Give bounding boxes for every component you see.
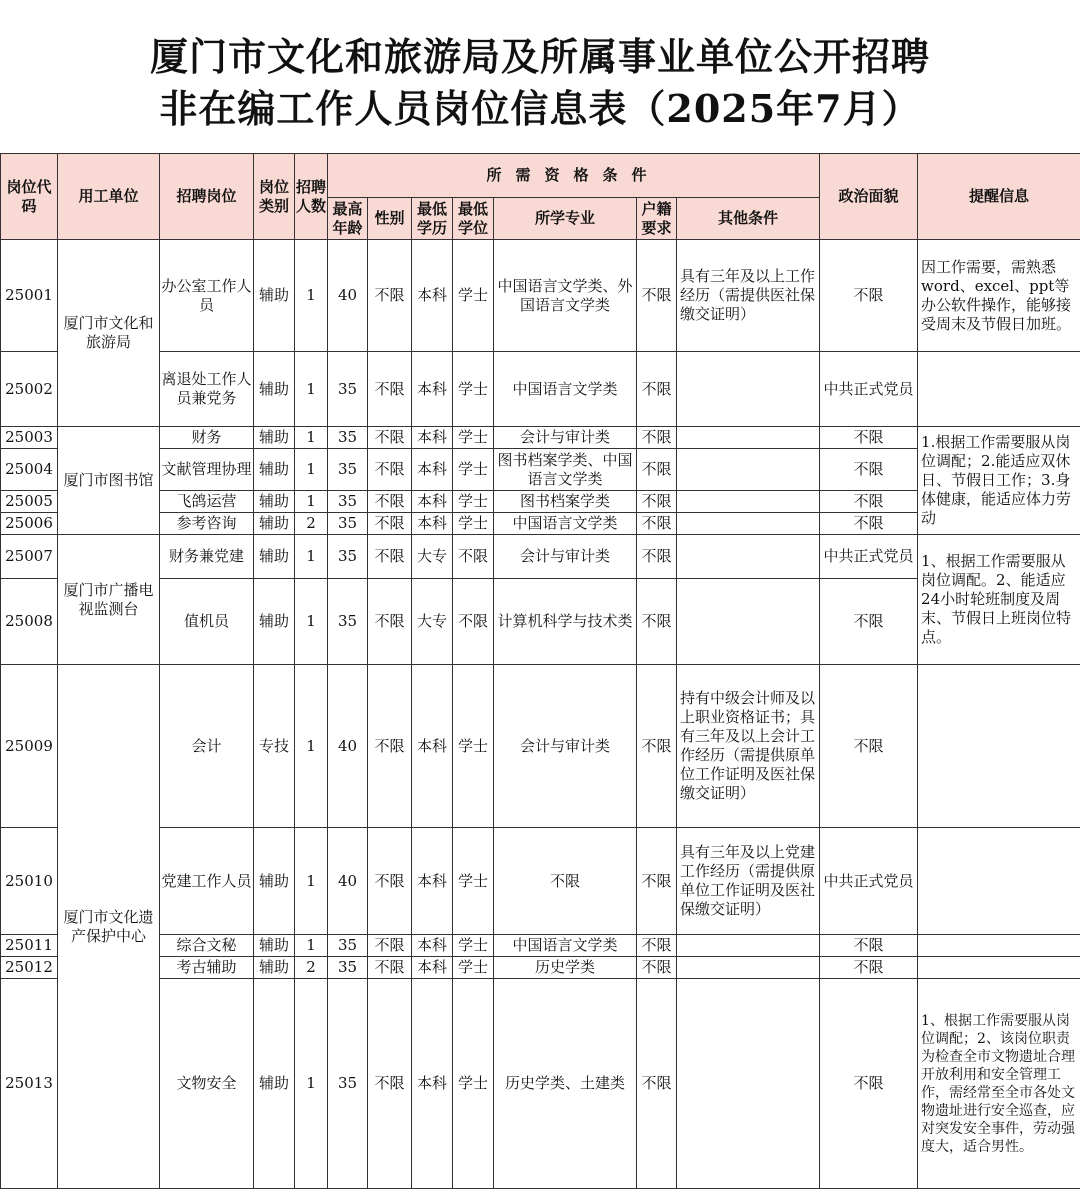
- cell-gender: 不限: [368, 535, 412, 579]
- cell-count: 1: [295, 979, 328, 1189]
- cell-political: 不限: [820, 935, 918, 957]
- cell-hukou: 不限: [637, 579, 677, 665]
- table-row: [1, 957, 1080, 979]
- cell-category: 辅助: [254, 935, 295, 957]
- cell-degree: 学士: [453, 513, 494, 535]
- cell-code: 25011: [1, 935, 58, 957]
- cell-category: 辅助: [254, 979, 295, 1189]
- table-row: [1, 352, 1080, 427]
- cell-hukou: 不限: [637, 665, 677, 828]
- cell-code: 25004: [1, 449, 58, 491]
- cell-edu: 大专: [412, 535, 453, 579]
- cell-other: [677, 957, 820, 979]
- cell-degree: 学士: [453, 665, 494, 828]
- cell-hukou: 不限: [637, 828, 677, 935]
- cell-political: 不限: [820, 491, 918, 513]
- cell-political: 不限: [820, 513, 918, 535]
- cell-edu: 本科: [412, 665, 453, 828]
- page-title-line2: 非在编工作人员岗位信息表（2025年7月）: [159, 86, 921, 131]
- cell-hukou: 不限: [637, 535, 677, 579]
- cell-major: 历史学类、土建类: [494, 979, 637, 1189]
- cell-category: 辅助: [254, 535, 295, 579]
- cell-hukou: 不限: [637, 513, 677, 535]
- cell-major: 中国语言文学类: [494, 935, 637, 957]
- cell-count: 2: [295, 513, 328, 535]
- cell-major: 图书档案学类、中国语言文学类: [494, 449, 637, 491]
- cell-age: 35: [328, 427, 368, 449]
- table-row: [1, 665, 1080, 828]
- cell-category: 辅助: [254, 449, 295, 491]
- cell-reminder: [918, 352, 1080, 427]
- cell-political: 不限: [820, 979, 918, 1189]
- cell-position: 财务: [160, 427, 254, 449]
- cell-other: [677, 979, 820, 1189]
- cell-count: 1: [295, 427, 328, 449]
- cell-unit: 厦门市图书馆: [58, 427, 160, 535]
- title-area: [0, 0, 1080, 153]
- cell-count: 1: [295, 449, 328, 491]
- cell-reminder: [918, 935, 1080, 957]
- cell-reminder-library: 1.根据工作需要服从岗位调配；2.能适应双休日、节假日工作；3.身体健康，能适应体力劳动: [918, 427, 1080, 535]
- cell-position: 办公室工作人员: [160, 240, 254, 352]
- header-position: 招聘岗位: [160, 154, 254, 240]
- cell-degree: 不限: [453, 535, 494, 579]
- cell-gender: 不限: [368, 935, 412, 957]
- cell-count: 1: [295, 665, 328, 828]
- cell-position: 飞鸽运营: [160, 491, 254, 513]
- header-unit: 用工单位: [58, 154, 160, 240]
- cell-political: 中共正式党员: [820, 352, 918, 427]
- header-political: 政治面貌: [820, 154, 918, 240]
- cell-age: 35: [328, 449, 368, 491]
- cell-position: 文献管理协理: [160, 449, 254, 491]
- cell-political: 中共正式党员: [820, 535, 918, 579]
- cell-position: 文物安全: [160, 979, 254, 1189]
- cell-code: 25001: [1, 240, 58, 352]
- cell-code: 25012: [1, 957, 58, 979]
- cell-major: 会计与审计类: [494, 665, 637, 828]
- cell-unit: 厦门市文化和旅游局: [58, 240, 160, 427]
- table-row: [1, 240, 1080, 352]
- header-gender: 性别: [368, 198, 412, 240]
- cell-reminder: 1、根据工作需要服从岗位调配；2、该岗位职责为检查全市文物遗址合理开放利用和安全管理工作，需经常至全市各处文物遗址进行安全巡查，应对突发安全事件，劳动强度大，适合男性。: [918, 979, 1080, 1189]
- header-row-1: [1, 154, 1080, 198]
- cell-gender: 不限: [368, 449, 412, 491]
- cell-code: 25009: [1, 665, 58, 828]
- cell-hukou: 不限: [637, 352, 677, 427]
- cell-other: [677, 579, 820, 665]
- header-max-age: 最高年龄: [328, 198, 368, 240]
- cell-degree: 学士: [453, 240, 494, 352]
- cell-political: 不限: [820, 449, 918, 491]
- cell-code: 25005: [1, 491, 58, 513]
- cell-category: 辅助: [254, 352, 295, 427]
- cell-category: 辅助: [254, 513, 295, 535]
- cell-age: 35: [328, 935, 368, 957]
- table-row: [1, 828, 1080, 935]
- cell-category: 辅助: [254, 427, 295, 449]
- header-min-edu: 最低学历: [412, 198, 453, 240]
- cell-degree: 学士: [453, 979, 494, 1189]
- cell-code: 25003: [1, 427, 58, 449]
- cell-edu: 本科: [412, 449, 453, 491]
- cell-position: 参考咨询: [160, 513, 254, 535]
- cell-other: [677, 935, 820, 957]
- cell-other: 具有三年及以上党建工作经历（需提供原单位工作证明及医社保缴交证明）: [677, 828, 820, 935]
- cell-other: [677, 352, 820, 427]
- cell-major: 历史学类: [494, 957, 637, 979]
- cell-major: 中国语言文学类: [494, 513, 637, 535]
- cell-gender: 不限: [368, 665, 412, 828]
- cell-unit: 厦门市广播电视监测台: [58, 535, 160, 665]
- cell-count: 1: [295, 935, 328, 957]
- cell-reminder: [918, 665, 1080, 828]
- cell-reminder: [918, 957, 1080, 979]
- cell-position: 会计: [160, 665, 254, 828]
- cell-position: 综合文秘: [160, 935, 254, 957]
- cell-political: 不限: [820, 427, 918, 449]
- cell-edu: 本科: [412, 513, 453, 535]
- cell-hukou: 不限: [637, 240, 677, 352]
- cell-gender: 不限: [368, 352, 412, 427]
- cell-edu: 本科: [412, 979, 453, 1189]
- cell-hukou: 不限: [637, 427, 677, 449]
- page-title-line1: 厦门市文化和旅游局及所属事业单位公开招聘: [149, 34, 930, 79]
- cell-count: 1: [295, 352, 328, 427]
- cell-count: 1: [295, 828, 328, 935]
- table-row: [1, 979, 1080, 1189]
- cell-code: 25008: [1, 579, 58, 665]
- cell-position: 财务兼党建: [160, 535, 254, 579]
- cell-edu: 本科: [412, 240, 453, 352]
- cell-edu: 本科: [412, 935, 453, 957]
- cell-hukou: 不限: [637, 491, 677, 513]
- header-qualifications: 所需资格条件: [328, 154, 820, 198]
- cell-hukou: 不限: [637, 957, 677, 979]
- cell-category: 辅助: [254, 240, 295, 352]
- cell-edu: 本科: [412, 828, 453, 935]
- cell-other: [677, 491, 820, 513]
- cell-gender: 不限: [368, 491, 412, 513]
- cell-hukou: 不限: [637, 449, 677, 491]
- cell-category: 辅助: [254, 957, 295, 979]
- cell-edu: 本科: [412, 491, 453, 513]
- table-row: [1, 535, 1080, 579]
- cell-age: 35: [328, 513, 368, 535]
- cell-gender: 不限: [368, 579, 412, 665]
- positions-table: [0, 153, 1080, 1189]
- cell-other: [677, 535, 820, 579]
- cell-gender: 不限: [368, 979, 412, 1189]
- cell-edu: 本科: [412, 427, 453, 449]
- cell-reminder-broadcast: 1、根据工作需要服从岗位调配。2、能适应24小时轮班制度及周末、节假日上班岗位特点。: [918, 535, 1080, 665]
- cell-age: 35: [328, 979, 368, 1189]
- cell-major: 会计与审计类: [494, 535, 637, 579]
- cell-other: [677, 449, 820, 491]
- header-other: 其他条件: [677, 198, 820, 240]
- cell-political: 不限: [820, 579, 918, 665]
- cell-gender: 不限: [368, 957, 412, 979]
- cell-major: 中国语言文学类: [494, 352, 637, 427]
- cell-count: 2: [295, 957, 328, 979]
- cell-category: 专技: [254, 665, 295, 828]
- cell-political: 不限: [820, 957, 918, 979]
- header-count: 招聘人数: [295, 154, 328, 240]
- cell-code: 25010: [1, 828, 58, 935]
- cell-degree: 学士: [453, 957, 494, 979]
- cell-edu: 本科: [412, 352, 453, 427]
- cell-count: 1: [295, 240, 328, 352]
- cell-degree: 学士: [453, 491, 494, 513]
- cell-political: 不限: [820, 240, 918, 352]
- header-min-degree: 最低学位: [453, 198, 494, 240]
- cell-major: 会计与审计类: [494, 427, 637, 449]
- cell-category: 辅助: [254, 828, 295, 935]
- cell-degree: 学士: [453, 427, 494, 449]
- cell-unit: 厦门市文化遗产保护中心: [58, 665, 160, 1189]
- cell-gender: 不限: [368, 427, 412, 449]
- cell-code: 25006: [1, 513, 58, 535]
- cell-political: 中共正式党员: [820, 828, 918, 935]
- cell-hukou: 不限: [637, 979, 677, 1189]
- cell-category: 辅助: [254, 579, 295, 665]
- cell-position: 党建工作人员: [160, 828, 254, 935]
- cell-age: 40: [328, 240, 368, 352]
- cell-other: 具有三年及以上工作经历（需提供医社保缴交证明）: [677, 240, 820, 352]
- header-hukou: 户籍要求: [637, 198, 677, 240]
- cell-age: 40: [328, 828, 368, 935]
- cell-major: 中国语言文学类、外国语言文学类: [494, 240, 637, 352]
- cell-reminder: [918, 828, 1080, 935]
- header-code: 岗位代码: [1, 154, 58, 240]
- cell-other: [677, 427, 820, 449]
- cell-gender: 不限: [368, 828, 412, 935]
- cell-age: 35: [328, 957, 368, 979]
- header-category: 岗位类别: [254, 154, 295, 240]
- cell-degree: 不限: [453, 579, 494, 665]
- cell-reminder: 因工作需要，需熟悉word、excel、ppt等办公软件操作，能够接受周末及节假日加班。: [918, 240, 1080, 352]
- header-reminder: 提醒信息: [918, 154, 1080, 240]
- cell-other: [677, 513, 820, 535]
- cell-hukou: 不限: [637, 935, 677, 957]
- cell-major: 图书档案学类: [494, 491, 637, 513]
- cell-count: 1: [295, 491, 328, 513]
- header-major: 所学专业: [494, 198, 637, 240]
- cell-degree: 学士: [453, 828, 494, 935]
- cell-age: 35: [328, 352, 368, 427]
- cell-age: 35: [328, 491, 368, 513]
- cell-political: 不限: [820, 665, 918, 828]
- cell-degree: 学士: [453, 352, 494, 427]
- cell-edu: 大专: [412, 579, 453, 665]
- cell-age: 35: [328, 579, 368, 665]
- cell-other: 持有中级会计师及以上职业资格证书；具有三年及以上会计工作经历（需提供原单位工作证明及医社保缴交证明）: [677, 665, 820, 828]
- cell-category: 辅助: [254, 491, 295, 513]
- cell-gender: 不限: [368, 513, 412, 535]
- cell-code: 25002: [1, 352, 58, 427]
- cell-count: 1: [295, 535, 328, 579]
- table-row: [1, 427, 1080, 449]
- cell-major: 不限: [494, 828, 637, 935]
- cell-age: 35: [328, 535, 368, 579]
- cell-gender: 不限: [368, 240, 412, 352]
- cell-major: 计算机科学与技术类: [494, 579, 637, 665]
- cell-age: 40: [328, 665, 368, 828]
- cell-position: 考古辅助: [160, 957, 254, 979]
- table-row: [1, 935, 1080, 957]
- cell-count: 1: [295, 579, 328, 665]
- cell-position: 离退处工作人员兼党务: [160, 352, 254, 427]
- cell-code: 25013: [1, 979, 58, 1189]
- cell-degree: 学士: [453, 935, 494, 957]
- cell-position: 值机员: [160, 579, 254, 665]
- cell-degree: 学士: [453, 449, 494, 491]
- cell-edu: 本科: [412, 957, 453, 979]
- cell-code: 25007: [1, 535, 58, 579]
